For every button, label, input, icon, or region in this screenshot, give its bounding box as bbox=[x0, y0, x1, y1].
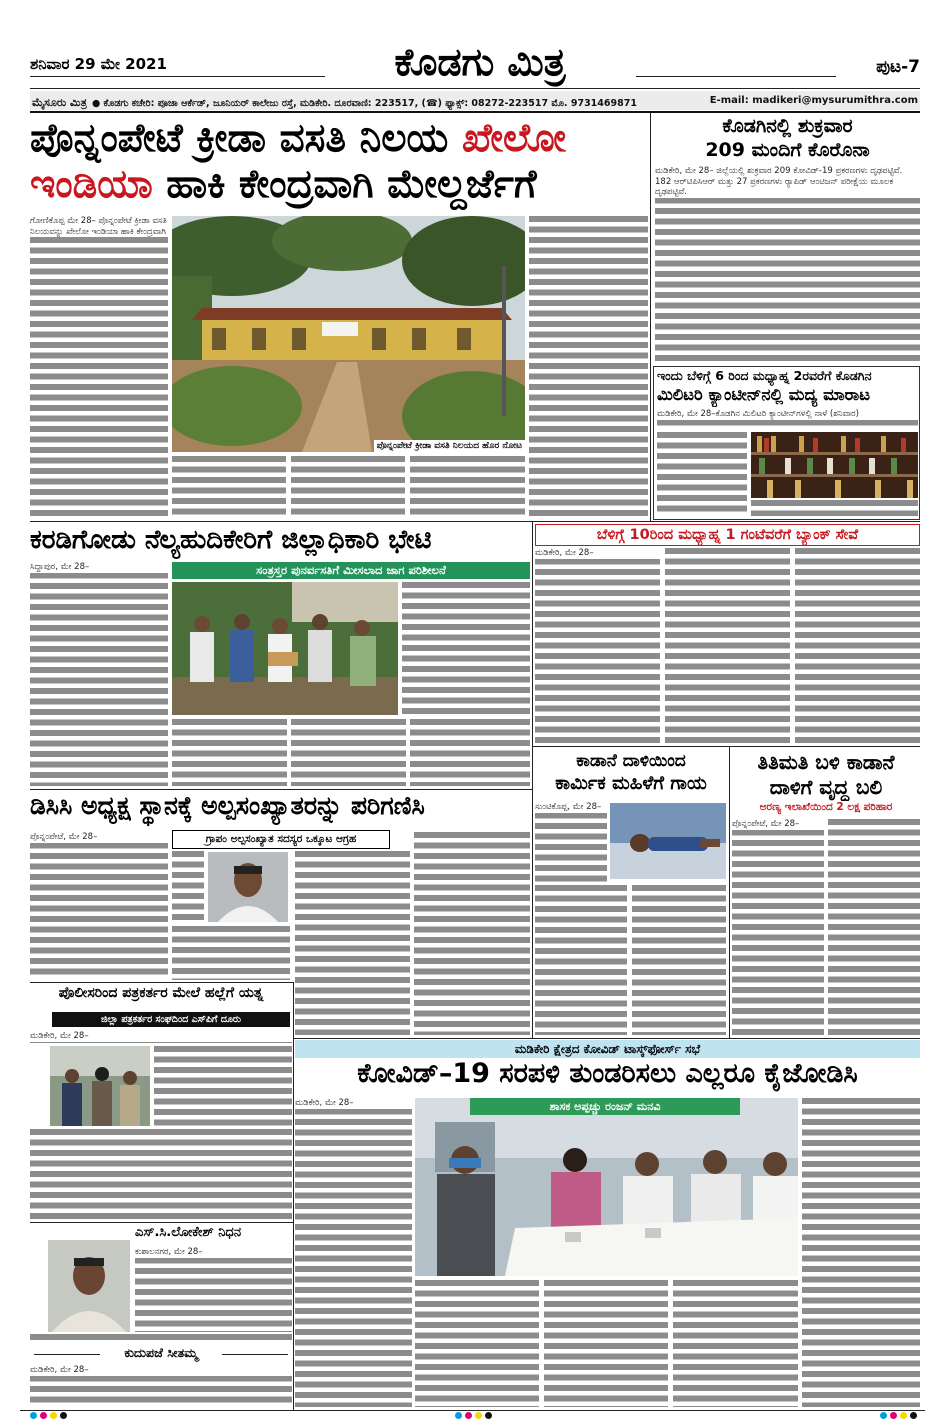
dcc-subheading: ಗ್ರಾಪಂ ಅಲ್ಪಸಂಖ್ಯಾತ ಸದಸ್ಯರ ಒಕ್ಕೂಟ ಆಗ್ರಹ bbox=[172, 830, 390, 849]
obituary-1-portrait bbox=[48, 1240, 130, 1332]
obituary-1-body-bottom bbox=[30, 1334, 292, 1344]
office-email: E-mail: madikeri@mysurumithra.com bbox=[704, 91, 918, 110]
taskforce-meeting-photo bbox=[415, 1098, 798, 1276]
liquor-shelf-photo bbox=[751, 432, 918, 498]
dc-visit-body-col-2 bbox=[402, 582, 530, 715]
article-lead: ಪೊನ್ನಂಪೇಟೆ, ಮೇ 28– bbox=[732, 819, 824, 830]
article-lead: ಮಡಿಕೇರಿ, ಮೇ 28–ಕೊಡಗಿನ ಮಿಲಿಟರಿ ಕ್ಯಾಂಟೀನ್‌ಗಳಲ್ಲಿ ನಾಳೆ (ಶನಿವಾರ) bbox=[657, 409, 918, 420]
article-lead: ಮಡಿಕೇರಿ, ಮೇ 28– bbox=[30, 1031, 292, 1042]
elephant-death-headline-line2: ದಾಳಿಗೆ ವೃದ್ಧ ಬಲಿ bbox=[769, 776, 883, 799]
office-address: ● ಕೊಡಗು ಕಚೇರಿ: ಪೂಜಾ ಆರ್ಕೆಡ್, ಜೂನಿಯರ್ ಕಾಲೇಜು ರಸ್ತೆ, ಮಡಿಕೇರಿ. ದೂರವಾಣಿ: 223517, (☎) ಫ್ಯಾಕ್ಸ್: 08272-223517 ಮೊ. 9731469871 bbox=[91, 98, 637, 109]
elephant-injury-body-col-2 bbox=[535, 885, 627, 1035]
hockey-body-col-2 bbox=[529, 216, 648, 518]
liquor-body-col-2 bbox=[751, 500, 918, 516]
corona-headline-line1: ಕೊಡಗಿನಲ್ಲಿ ಶುಕ್ರವಾರ bbox=[722, 116, 853, 137]
taskforce-body-col-1 bbox=[295, 1098, 412, 1407]
dcc-headline: ಡಿಸಿಸಿ ಅಧ್ಯಕ್ಷ ಸ್ಥಾನಕ್ಕೆ ಅಲ್ಪಸಂಖ್ಯಾತರನ್ನು ಪರಿಗಣಿಸಿ bbox=[30, 792, 425, 820]
obituary-2-rule-right bbox=[222, 1354, 288, 1355]
masthead-rule-right bbox=[636, 76, 836, 77]
taskforce-body-col-3 bbox=[544, 1280, 668, 1407]
bank-body-col-1 bbox=[535, 548, 660, 743]
headline-text: ಹಾಕಿ ಕೇಂದ್ರವಾಗಿ ಮೇಲ್ದರ್ಜೆಗೆ bbox=[152, 164, 537, 207]
bank-headline: ಬೆಳಿಗ್ಗೆ 10ರಿಂದ ಮಧ್ಯಾಹ್ನ 1 ಗಂಟೆವರೆಗೆ ಬ್ಯಾಂಕ್ ಸೇವೆ bbox=[535, 524, 920, 546]
masthead-rule-left bbox=[30, 76, 325, 77]
article-lead: ಮಡಿಕೇರಿ, ಮೇ 28– bbox=[295, 1098, 412, 1109]
column-rule bbox=[293, 982, 294, 1410]
dc-visit-body-col-4 bbox=[291, 719, 406, 786]
dcc-body-col-2b bbox=[172, 926, 290, 980]
dc-visit-photo bbox=[172, 582, 398, 715]
article-lead: ಸುಂಟಿಕೊಪ್ಪ, ಮೇ 28– bbox=[535, 802, 607, 813]
section-rule bbox=[30, 789, 532, 790]
article-lead: ಮಡಿಕೇರಿ, ಮೇ 28– bbox=[30, 1365, 292, 1376]
elephant-death-body-col-2 bbox=[828, 819, 920, 1035]
police-body-col-1 bbox=[154, 1046, 292, 1126]
headline-highlight: ಖೇಲೋ bbox=[461, 118, 567, 161]
obituary-1-body bbox=[135, 1247, 292, 1332]
issue-date: ಶನಿವಾರ 29 ಮೇ 2021 bbox=[30, 56, 167, 73]
obituary-2-rule-left bbox=[34, 1354, 100, 1355]
liquor-body-col-1 bbox=[657, 432, 747, 516]
police-body-top bbox=[30, 1031, 292, 1043]
bank-body-col-2 bbox=[665, 548, 790, 743]
article-lead: ಗೋಣಿಕೊಪ್ಪ ಮೇ 28– ಪೊನ್ನಂಪೇಟೆ ಕ್ರೀಡಾ ವಸತಿ ನಿಲಯವನ್ನು ಖೇಲೋ ಇಂಡಿಯಾ ಹಾಕಿ ಕೇಂದ್ರವಾಗಿ bbox=[30, 216, 167, 237]
address-bar bbox=[30, 91, 920, 110]
footer-rule bbox=[20, 1410, 925, 1411]
section-rule bbox=[533, 746, 920, 747]
headline-text: ಪೊನ್ನಂಪೇಟೆ ಕ್ರೀಡಾ ವಸತಿ ನಿಲಯ bbox=[30, 118, 462, 161]
dcc-body-col-2a bbox=[172, 851, 204, 923]
column-rule bbox=[532, 521, 533, 1038]
paper-name: ಮೈಸೂರು ಮಿತ್ರ bbox=[32, 96, 87, 109]
section-rule bbox=[293, 1038, 920, 1039]
taskforce-headline: ಕೋವಿಡ್–19 ಸರಪಳಿ ತುಂಡರಿಸಲು ಎಲ್ಲರೂ ಕೈಜೋಡಿಸಿ bbox=[357, 1059, 858, 1089]
headline-highlight: ಇಂಡಿಯಾ bbox=[30, 164, 153, 207]
taskforce-body-col-5 bbox=[802, 1098, 920, 1407]
masthead: ಕೊಡಗು ಮಿತ್ರ bbox=[394, 42, 566, 84]
section-rule bbox=[30, 982, 293, 983]
hockey-body-col-5 bbox=[410, 456, 525, 518]
hockey-headline-line1 bbox=[30, 118, 648, 164]
article-lead: ಮಡಿಕೇರಿ, ಮೇ 28– ಜಿಲ್ಲೆಯಲ್ಲಿ ಶುಕ್ರವಾರ 209 ಕೋವಿಡ್-19 ಪ್ರಕರಣಗಳು ದೃಢಪಟ್ಟಿವೆ. 182 ಆರ್‌ಟಿಪಿಸಿಆರ್ ಮತ್ತು 27 ಪ್ರಕರಣಗಳು ರ್‍ಯಾಪಿಡ್ ಆಂಟಿಜನ್ ಪರೀಕ್ಷೆಯ ಮೂಲಕ ದೃಢಪಟ್ಟಿವೆ. bbox=[655, 166, 920, 198]
dc-visit-body-col-3 bbox=[172, 719, 287, 786]
elephant-injury-headline-line2: ಕಾರ್ಮಿಕ ಮಹಿಳೆಗೆ ಗಾಯ bbox=[555, 774, 707, 794]
elephant-injury-headline-line1: ಕಾಡಾನೆ ದಾಳಿಯಿಂದ bbox=[576, 752, 686, 771]
dc-visit-headline: ಕರಡಿಗೋಡು ನೆಲ್ಯಹುದಿಕೇರಿಗೆ ಜಿಲ್ಲಾಧಿಕಾರಿ ಭೇಟಿ bbox=[30, 526, 432, 555]
obituary-2-body bbox=[30, 1365, 292, 1407]
liquor-headline-line2: ಮಿಲಿಟರಿ ಕ್ಯಾಂಟೀನ್‌ನಲ್ಲಿ ಮದ್ಯ ಮಾರಾಟ bbox=[657, 386, 871, 404]
taskforce-body-col-4 bbox=[673, 1280, 798, 1407]
dcc-body-col-4 bbox=[414, 832, 530, 1035]
column-rule bbox=[729, 746, 730, 1038]
article-lead: ಮಡಿಕೇರಿ, ಮೇ 28– bbox=[535, 548, 660, 559]
taskforce-subheading: ಶಾಸಕ ಅಪ್ಪಚ್ಚು ರಂಜನ್ ಮನವಿ bbox=[470, 1098, 740, 1115]
taskforce-kicker: ಮಡಿಕೇರಿ ಕ್ಷೇತ್ರದ ಕೋವಿಡ್ ಟಾಸ್ಕ್‌ಫೋರ್ಸ್ ಸಭೆ bbox=[295, 1040, 920, 1058]
dcc-member-portrait bbox=[208, 852, 288, 922]
column-rule bbox=[650, 113, 651, 521]
dcc-body-col-3 bbox=[295, 851, 410, 1035]
hockey-body-col-1 bbox=[30, 216, 168, 518]
liquor-body-top bbox=[657, 409, 918, 430]
page-number: ಪುಟ-7 bbox=[876, 58, 920, 77]
dc-visit-body-col-5 bbox=[410, 719, 530, 786]
article-lead: ಕುಶಾಲನಗರ, ಮೇ 28– bbox=[135, 1247, 292, 1258]
elephant-injury-body-col-3 bbox=[632, 885, 726, 1035]
obituary-1-title: ಎಸ್.ಸಿ.ಲೋಕೇಶ್ ನಿಧನ bbox=[135, 1226, 242, 1240]
section-rule bbox=[30, 521, 920, 522]
police-incident-photo bbox=[50, 1046, 150, 1126]
article-lead: ಪೊನ್ನಂಪೇಟೆ, ಮೇ 28– bbox=[30, 832, 168, 843]
corona-headline-line2: 209 ಮಂದಿಗೆ ಕೊರೊನಾ bbox=[705, 140, 870, 161]
dc-visit-body-col-1 bbox=[30, 562, 168, 786]
taskforce-body-col-2 bbox=[415, 1280, 539, 1407]
elephant-death-subheading: ಅರಣ್ಯ ಇಲಾಖೆಯಿಂದ 2 ಲಕ್ಷ ಪರಿಹಾರ bbox=[759, 802, 893, 813]
hockey-hostel-photo bbox=[172, 216, 525, 452]
police-headline: ಪೊಲೀಸರಿಂದ ಪತ್ರಕರ್ತರ ಮೇಲೆ ಹಲ್ಲೆಗೆ ಯತ್ನ bbox=[58, 986, 264, 1001]
elephant-death-headline-line1: ತಿತಿಮತಿ ಬಳಿ ಕಾಡಾನೆ bbox=[757, 751, 895, 774]
obituary-2-title: ಕುದುಪಜೆ ಸೀತಮ್ಮ bbox=[124, 1346, 198, 1360]
hockey-headline-line2 bbox=[30, 164, 648, 210]
registration-dots bbox=[0, 1412, 945, 1422]
section-rule bbox=[30, 1222, 293, 1223]
police-subheading: ಜಿಲ್ಲಾ ಪತ್ರಕರ್ತರ ಸಂಘದಿಂದ ಎಸ್‌ಪಿಗೆ ದೂರು bbox=[52, 1012, 290, 1027]
hockey-body-col-3 bbox=[172, 456, 286, 518]
header-thick-rule bbox=[30, 111, 920, 113]
bank-body-col-3 bbox=[795, 548, 920, 743]
police-body-col-2 bbox=[30, 1129, 292, 1219]
header-rule bbox=[30, 88, 920, 89]
dc-visit-subheading: ಸಂತ್ರಸ್ತರ ಪುನರ್ವಸತಿಗೆ ಮೀಸಲಾದ ಜಾಗ ಪರಿಶೀಲನೆ bbox=[172, 562, 530, 579]
liquor-headline-line1: ಇಂದು ಬೆಳಿಗ್ಗೆ 6 ರಿಂದ ಮಧ್ಯಾಹ್ನ 2ರವರೆಗೆ ಕೊಡಗಿನ bbox=[657, 369, 872, 383]
photo-caption: ಪೊನ್ನಂಪೇಟೆ ಕ್ರೀಡಾ ವಸತಿ ನಿಲಯದ ಹೊರ ನೋಟ bbox=[374, 440, 525, 452]
article-lead: ಸಿದ್ದಾಪುರ, ಮೇ 28– bbox=[30, 562, 168, 573]
elephant-death-body-col-1 bbox=[732, 819, 824, 1035]
elephant-injury-body-col-1 bbox=[535, 802, 607, 882]
dcc-body-col-1 bbox=[30, 832, 168, 979]
corona-body bbox=[655, 166, 920, 364]
injured-woman-photo bbox=[610, 803, 726, 879]
hockey-body-col-4 bbox=[291, 456, 405, 518]
